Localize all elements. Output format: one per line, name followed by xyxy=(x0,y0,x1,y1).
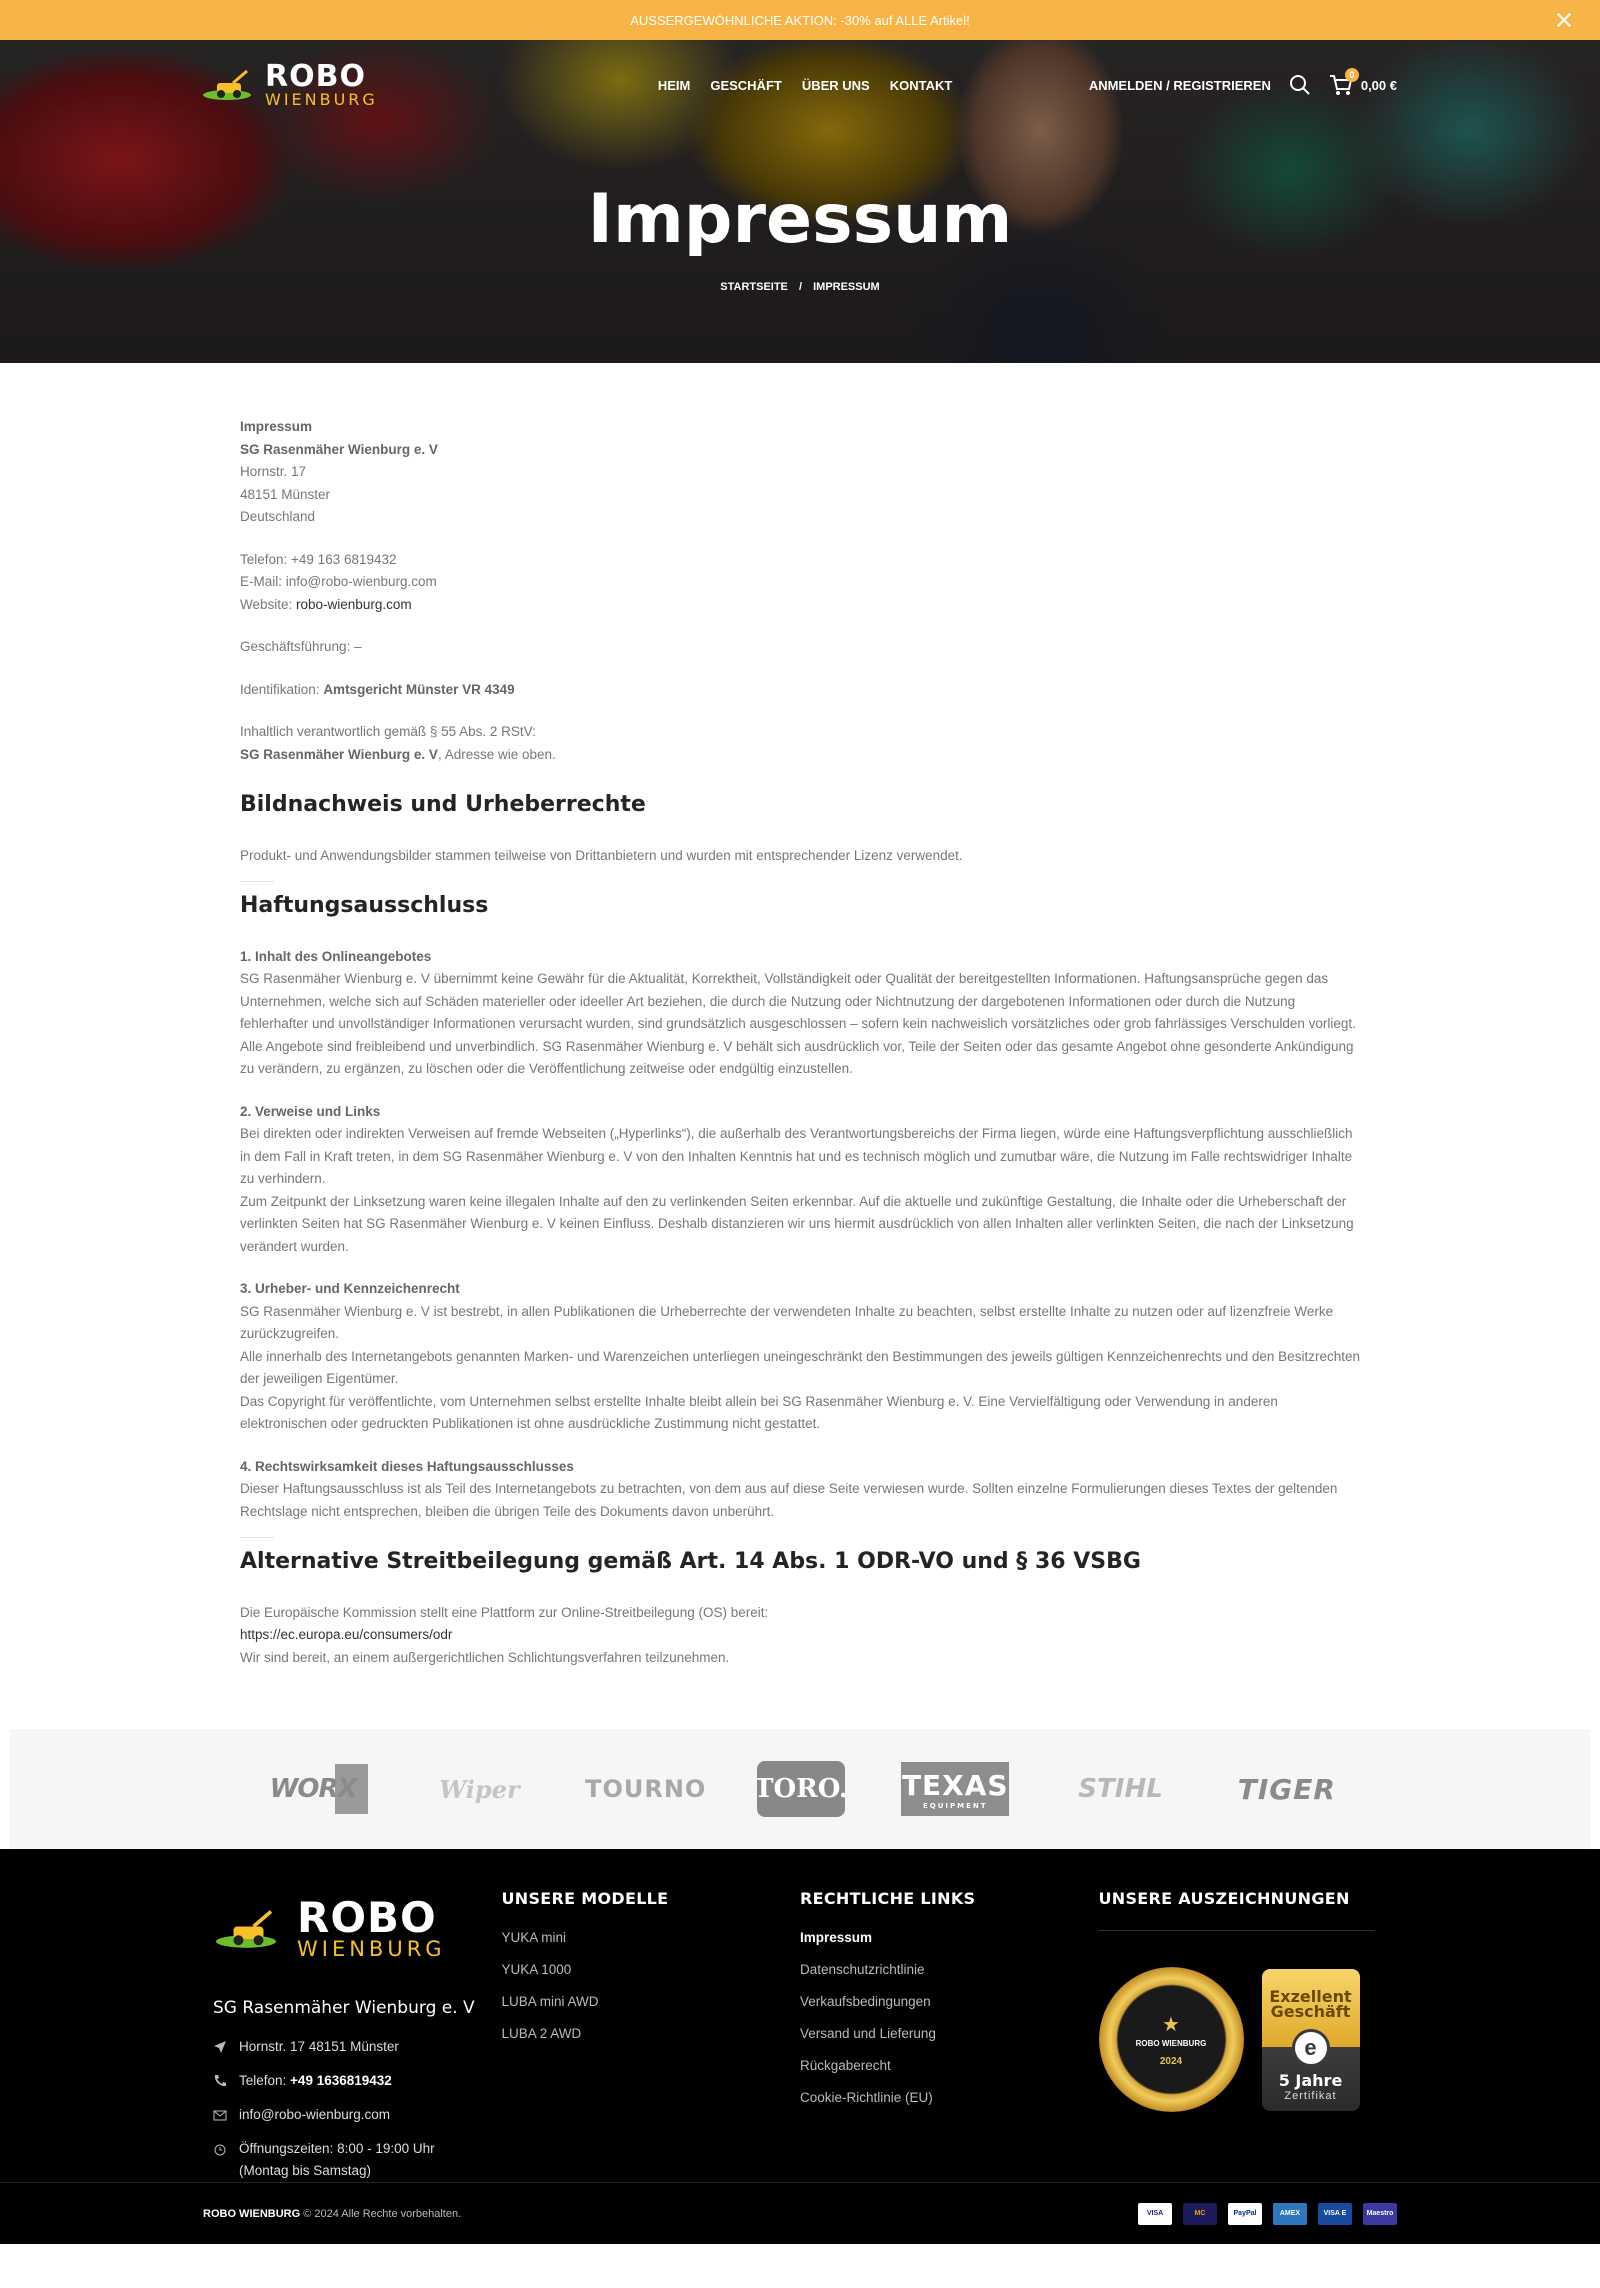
menu-item-kontakt[interactable]: KONTAKT xyxy=(889,77,953,93)
footer-link[interactable]: Versand und Lieferung xyxy=(800,2026,936,2041)
odr-block xyxy=(240,1602,1360,1670)
website-link[interactable]: robo-wienburg.com xyxy=(296,596,412,612)
promo-text: AUSSERGEWÖHNLICHE AKTION: -30% auf ALLE Artikel! xyxy=(630,12,970,28)
section-body: SG Rasenmäher Wienburg e. V übernimmt keine Gewähr für die Aktualität, Korrektheit, Vollständigkeit oder Qualität der bereitgestellten Informationen. Haftungsansprüche gegen das Unternehmen, welche sich auf Schäden materieller oder ideeller Art beziehen, die durch die Nutzung oder Nichtnutzung der dargebotenen Informationen oder durch die Nutzung fehlerhafter und unvollständiger Informationen verursacht wurden, sind grundsätzlich ausgeschlossen – sofern kein nachweislich vorsätzliches oder grob fahrlässiges Verschulden vorliegt. xyxy=(240,971,1356,1031)
footer-logo[interactable] xyxy=(213,1893,502,1961)
copyright xyxy=(203,2208,461,2220)
trusted-cert: Zertifikat xyxy=(1284,2089,1337,2102)
footer-link[interactable]: YUKA 1000 xyxy=(501,1962,572,1977)
website-label: Website: xyxy=(240,596,297,612)
divider xyxy=(1099,1930,1375,1931)
trusted-title xyxy=(1269,1986,1352,2021)
ident-label: Identifikation: xyxy=(240,681,324,697)
footer-company-column xyxy=(203,1889,502,2194)
brand-stihl-logo[interactable]: STIHL xyxy=(1078,1774,1163,1804)
identification xyxy=(240,679,1360,702)
menu-item-geschaeft[interactable]: GESCHÄFT xyxy=(710,77,782,93)
header-actions xyxy=(1088,70,1397,96)
award-seal xyxy=(1099,1967,1244,2112)
location-arrow-icon xyxy=(213,2040,227,2054)
awards-title: UNSERE AUSZEICHNUNGEN xyxy=(1098,1889,1350,1908)
footer-company-name: SG Rasenmäher Wienburg e. V xyxy=(213,1998,475,2018)
star-icon: ★ xyxy=(1162,2014,1180,2036)
company-name: SG Rasenmäher Wienburg e. V xyxy=(240,441,438,457)
promo-bar xyxy=(0,0,1600,40)
logo-robo: ROBO xyxy=(297,1893,437,1942)
breadcrumb-current: IMPRESSUM xyxy=(813,281,880,293)
menu-item-heim[interactable]: HEIM xyxy=(657,77,691,93)
contact-block xyxy=(240,549,1360,617)
site-logo[interactable] xyxy=(203,59,378,109)
country: Deutschland xyxy=(240,509,316,524)
copyright-brand: ROBO WIENBURG xyxy=(203,2207,301,2220)
visa-electron-icon: VISA E xyxy=(1318,2203,1352,2225)
responsible-block xyxy=(240,721,1360,766)
models-title: UNSERE MODELLE xyxy=(501,1889,669,1908)
brand-toro-logo[interactable]: TORO. xyxy=(757,1761,845,1817)
trusted-years: 5 Jahre xyxy=(1278,2070,1343,2090)
texas-sub: EQUIPMENT xyxy=(922,1801,988,1810)
page-title: Impressum xyxy=(587,180,1013,259)
logo-wienburg: WIENBURG xyxy=(297,1937,446,1961)
section-body: Alle Angebote sind freibleibend und unverbindlich. SG Rasenmäher Wienburg e. V behält sich ausdrücklich vor, Teile der Seiten oder das gesamte Angebot ohne gesonderte Ankündigung zu verändern, zu ergänzen, zu löschen oder die Veröffentlichung zeitweise oder endgültig einzustellen. xyxy=(240,1038,1354,1076)
seal-year: 2024 xyxy=(1159,2056,1183,2067)
section-title: 4. Rechtswirksamkeit dieses Haftungsausschlusses xyxy=(240,1458,574,1474)
seal-name: ROBO WIENBURG xyxy=(1135,2039,1207,2048)
footer-legal-column xyxy=(800,1889,1099,2194)
visa-icon: VISA xyxy=(1138,2203,1172,2225)
lawnmower-icon xyxy=(213,1909,289,1949)
email-text: info@robo-wienburg.com xyxy=(239,2107,391,2122)
clock-icon xyxy=(213,2142,227,2156)
copyright-text: © 2024 Alle Rechte vorbehalten. xyxy=(300,2207,462,2220)
footer-link[interactable]: YUKA mini xyxy=(501,1930,567,1945)
logo-wienburg: WIENBURG xyxy=(265,90,378,109)
footer-phone[interactable] xyxy=(213,2070,502,2092)
section-title: 1. Inhalt des Onlineangebotes xyxy=(240,948,432,964)
disclaimer-heading: Haftungsausschluss xyxy=(240,887,1360,918)
phone-icon xyxy=(213,2074,227,2088)
responsible-name: SG Rasenmäher Wienburg e. V xyxy=(240,746,438,762)
trusted-line2: Geschäft xyxy=(1270,2001,1351,2021)
footer-bottom-bar xyxy=(0,2182,1600,2244)
phone: Telefon: +49 163 6819432 xyxy=(240,551,397,567)
primary-menu xyxy=(658,78,953,93)
section-body: Das Copyright für veröffentlichte, vom Unternehmen selbst erstellte Inhalte bleibt allein bei SG Rasenmäher Wienburg e. V. Eine Vervielfältigung oder Verwendung in anderen elektronischen oder gedruckten Publikationen ist ohne ausdrückliche Zustimmung nicht gestattet. xyxy=(240,1393,1278,1431)
footer-email[interactable] xyxy=(213,2104,502,2126)
trusted-shops-badge[interactable] xyxy=(1262,1969,1360,2111)
responsible-suffix: , Adresse wie oben. xyxy=(437,746,556,762)
maestro-icon: Maestro xyxy=(1363,2203,1397,2225)
hours-days: (Montag bis Samstag) xyxy=(239,2163,372,2178)
brand-tiger-logo[interactable]: TIGER xyxy=(1237,1772,1336,1806)
impressum-heading: Impressum xyxy=(240,419,313,434)
cart-icon xyxy=(1329,70,1355,96)
breadcrumb xyxy=(0,281,1600,293)
brand-tourno-logo[interactable]: TOURNO xyxy=(585,1775,707,1803)
section-body: SG Rasenmäher Wienburg e. V ist bestrebt, in allen Publikationen die Urheberrechte der verwendeten Inhalte zu beachten, selbst erstellte Inhalte zu nutzen oder auf lizenzfreie Werke zurückzugreifen. xyxy=(240,1303,1334,1341)
responsible-label: Inhaltlich verantwortlich gemäß § 55 Abs. 2 RStV: xyxy=(240,724,536,739)
footer-hours xyxy=(213,2138,502,2182)
odr-link[interactable]: https://ec.europa.eu/consumers/odr xyxy=(240,1627,453,1642)
phone-number: +49 1636819432 xyxy=(290,2073,392,2088)
odr-line2: Wir sind bereit, an einem außergerichtlichen Schlichtungsverfahren teilzunehmen. xyxy=(240,1649,730,1665)
email: E-Mail: info@robo-wienburg.com xyxy=(240,574,437,589)
footer-contact xyxy=(213,2036,502,2182)
brand-wiper-logo[interactable]: Wiper xyxy=(439,1774,520,1804)
trusted-line1: Exzellent xyxy=(1269,1986,1352,2006)
odr-heading: Alternative Streitbeilegung gemäß Art. 14 Abs. 1 ODR-VO und § 36 VSBG xyxy=(240,1543,1360,1574)
section-body: Dieser Haftungsausschluss ist als Teil des Internetangebots zu betrachten, von dem aus auf diese Seite verwiesen wurde. Sollten einzelne Formulierungen dieses Textes der geltenden Rechtslage nicht entsprechen, bleiben die übrigen Teile des Dokuments davon unberührt. xyxy=(240,1481,1338,1519)
login-link[interactable]: ANMELDEN / REGISTRIEREN xyxy=(1088,77,1271,93)
footer-awards-column xyxy=(1099,1889,1398,2194)
logo-robo: ROBO xyxy=(265,59,366,94)
credits-text: Produkt- und Anwendungsbilder stammen teilweise von Drittanbietern und wurden mit entsprechender Lizenz verwendet. xyxy=(240,847,963,863)
brand-logos xyxy=(10,1729,1590,1849)
footer-link[interactable]: LUBA mini AWD xyxy=(501,1994,599,2009)
credits-heading: Bildnachweis und Urheberrechte xyxy=(240,792,646,817)
hero-banner xyxy=(0,40,1600,363)
section-body: Zum Zeitpunkt der Linksetzung waren keine illegalen Inhalte auf den zu verlinkenden Seiten erkennbar. Auf die aktuelle und zukünftige Gestaltung, die Inhalte oder die Urheberschaft der verlinkten Seiten hat SG Rasenmäher Wienburg e. V keinen Einfluss. Deshalb distanzieren wir uns hiermit ausdrücklich von allen Inhalten aller verlinkten Seiten, die nach der Linksetzung verändert wurden. xyxy=(240,1193,1354,1254)
disclaimer-section-2 xyxy=(240,1101,1360,1259)
legal-title: RECHTLICHE LINKS xyxy=(800,1889,976,1908)
section-body: Bei direkten oder indirekten Verweisen auf fremde Webseiten („Hyperlinks“), die außerhalb des Verantwortungsbereichs der Firma liegen, würde eine Haftungsverpflichtung ausschließlich in dem Fall in Kraft treten, in dem SG Rasenmäher Wienburg e. V von den Inhalten Kenntnis hat und es technisch möglich und zumutbar wäre, die Nutzung im Falle rechtswidriger Inhalte zu verhindern. xyxy=(240,1126,1353,1186)
texas-name: TEXAS xyxy=(901,1768,1009,1802)
footer-link[interactable]: Rückgaberecht xyxy=(800,2058,891,2073)
phone-label: Telefon: xyxy=(239,2073,291,2088)
footer-link[interactable]: LUBA 2 AWD xyxy=(501,2026,582,2041)
amex-icon: AMEX xyxy=(1273,2203,1307,2225)
footer-link[interactable]: Datenschutzrichtlinie xyxy=(800,1962,925,1977)
odr-line1: Die Europäische Kommission stellt eine Plattform zur Online-Streitbeilegung (OS) bereit: xyxy=(240,1604,769,1620)
close-icon[interactable] xyxy=(1554,10,1574,30)
cart-total: 0,00 € xyxy=(1360,77,1397,93)
disclaimer-section-3 xyxy=(240,1278,1360,1436)
lawnmower-icon xyxy=(203,69,259,101)
footer-models-column xyxy=(502,1889,801,2194)
section-title: 3. Urheber- und Kennzeichenrecht xyxy=(240,1281,460,1296)
payment-methods xyxy=(1138,2203,1397,2225)
paypal-icon: PayPal xyxy=(1228,2203,1262,2225)
menu-item-ueber-uns[interactable]: ÜBER UNS xyxy=(801,77,870,93)
hours-text: Öffnungszeiten: 8:00 - 19:00 Uhr xyxy=(239,2141,435,2156)
breadcrumb-separator: / xyxy=(798,281,803,293)
main-navigation xyxy=(0,40,1600,130)
impressum-content xyxy=(0,363,1600,1729)
cart-count-badge: 0 xyxy=(1345,68,1359,82)
cart-button[interactable] xyxy=(1329,70,1397,96)
disclaimer-section-4 xyxy=(240,1456,1360,1524)
street: Hornstr. 17 xyxy=(240,464,307,479)
footer-link[interactable]: Verkaufsbedingungen xyxy=(800,1994,931,2009)
impressum-block xyxy=(240,416,1360,529)
brand-worx-logo[interactable]: WORX xyxy=(258,1764,368,1814)
trusted-e-icon: e xyxy=(1292,2029,1330,2067)
envelope-icon xyxy=(213,2108,227,2122)
site-footer xyxy=(0,1849,1600,2244)
ident-value: Amtsgericht Münster VR 4349 xyxy=(323,681,515,697)
search-icon[interactable] xyxy=(1289,74,1311,96)
address-text: Hornstr. 17 48151 Münster xyxy=(239,2039,399,2054)
breadcrumb-home[interactable]: STARTSEITE xyxy=(720,281,788,293)
disclaimer-section-1 xyxy=(240,946,1360,1081)
footer-link-active[interactable]: Impressum xyxy=(800,1930,873,1945)
section-body: Alle innerhalb des Internetangebots genannten Marken- und Warenzeichen unterliegen uneingeschränkt den Bestimmungen des jeweils gültigen Kennzeichenrechts und den Besitzrechten der jeweiligen Eigentümer. xyxy=(240,1348,1360,1386)
mastercard-icon: MC xyxy=(1183,2203,1217,2225)
footer-link[interactable]: Cookie-Richtlinie (EU) xyxy=(800,2090,933,2105)
city: 48151 Münster xyxy=(240,486,331,502)
section-title: 2. Verweise und Links xyxy=(240,1103,381,1119)
management: Geschäftsführung: – xyxy=(240,639,362,654)
footer-address xyxy=(213,2036,502,2058)
brand-texas-logo[interactable] xyxy=(901,1762,1009,1816)
